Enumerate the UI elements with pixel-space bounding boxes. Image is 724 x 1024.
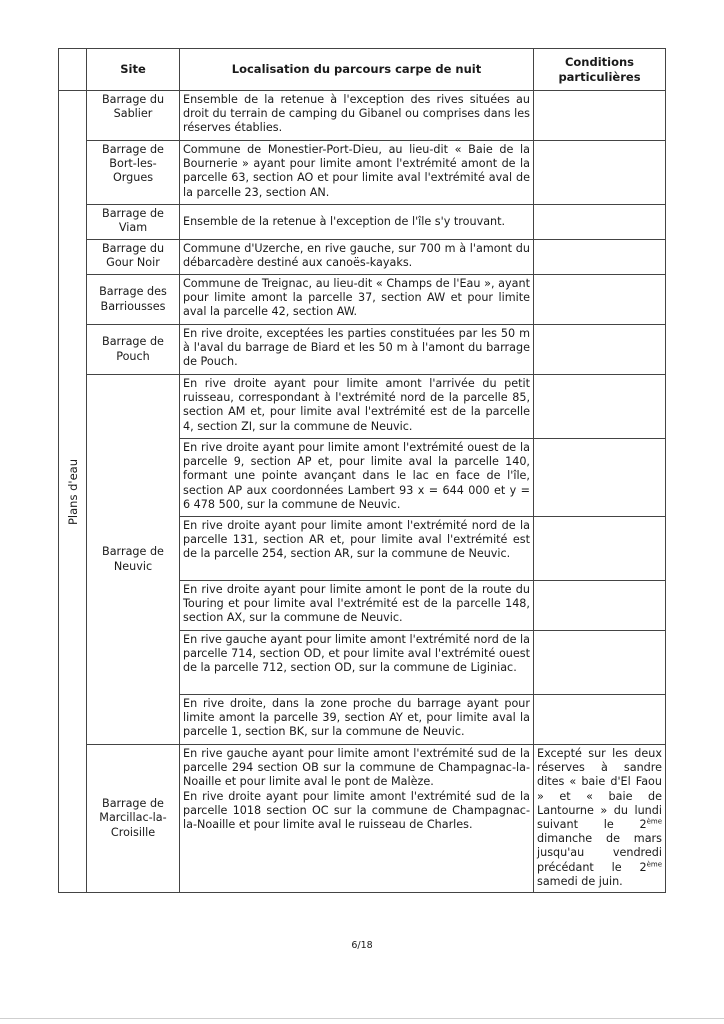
localisation-cell: En rive droite, dans la zone proche du barrage ayant pour limite amont la parcelle 39, section AY et, pour limite aval la parcelle 1, section BK, sur la commune de Neuvic. bbox=[180, 695, 534, 745]
page-number: 6/18 bbox=[351, 940, 373, 951]
site-cell: Barrage de Pouch bbox=[87, 325, 180, 375]
table-row bbox=[59, 240, 666, 275]
localisation-cell: En rive droite ayant pour limite amont l'extrémité nord de la parcelle 131, section AR et, pour limite aval l'extrémité est de la parcelle 254, section AR, sur la commune de Neuvic. bbox=[180, 517, 534, 581]
conditions-text: samedi de juin. bbox=[537, 874, 623, 888]
localisation-cell: En rive gauche ayant pour limite amont l'extrémité nord de la parcelle 714, section OD, et pour limite aval l'extrémité ouest de la parcelle 712, section OD, sur la commune de Liginiac. bbox=[180, 631, 534, 695]
header-localisation: Localisation du parcours carpe de nuit bbox=[180, 49, 534, 91]
conditions-cell bbox=[534, 240, 666, 275]
localisation-cell: Commune de Treignac, au lieu-dit « Champs de l'Eau », ayant pour limite amont la parcelle 37, section AW et pour limite aval la parcelle 42, section AW. bbox=[180, 275, 534, 325]
localisation-cell bbox=[180, 745, 534, 893]
table-row bbox=[59, 375, 666, 439]
table-row bbox=[59, 91, 666, 141]
carp-night-fishing-table bbox=[58, 48, 666, 893]
localisation-cell: En rive droite ayant pour limite amont l'arrivée du petit ruisseau, correspondant à l'extrémité nord de la parcelle 85, section AM et, pour limite aval l'extrémité est de la parcelle 4, section ZI, sur la commune de Neuvic. bbox=[180, 375, 534, 439]
site-cell: Barrage de Marcillac-la-Croisille bbox=[87, 745, 180, 893]
conditions-cell bbox=[534, 581, 666, 631]
site-cell: Barrage du Gour Noir bbox=[87, 240, 180, 275]
header-group bbox=[59, 49, 87, 91]
ordinal-suffix: ème bbox=[646, 817, 662, 826]
conditions-cell bbox=[534, 275, 666, 325]
site-cell: Barrage de Viam bbox=[87, 205, 180, 240]
group-cell bbox=[59, 91, 87, 893]
conditions-cell bbox=[534, 439, 666, 517]
conditions-cell bbox=[534, 695, 666, 745]
localisation-cell: Commune d'Uzerche, en rive gauche, sur 700 m à l'amont du débarcadère destiné aux canoës-kayaks. bbox=[180, 240, 534, 275]
table-row bbox=[59, 205, 666, 240]
site-cell: Barrage du Sablier bbox=[87, 91, 180, 141]
ordinal-suffix: ème bbox=[646, 859, 662, 868]
header-site: Site bbox=[87, 49, 180, 91]
conditions-text: dimanche de mars jusqu'au vendredi précédant le 2 bbox=[537, 832, 662, 874]
conditions-cell bbox=[534, 91, 666, 141]
table-row bbox=[59, 275, 666, 325]
localisation-cell: Ensemble de la retenue à l'exception des rives situées au droit du terrain de camping du Gibanel ou comprises dans les réserves établies. bbox=[180, 91, 534, 141]
table-row bbox=[59, 325, 666, 375]
conditions-cell bbox=[534, 375, 666, 439]
localisation-cell: Commune de Monestier-Port-Dieu, au lieu-dit « Baie de la Bournerie » ayant pour limite amont l'extrémité amont de la parcelle 63, section AO et pour limite aval l'extrémité aval de la parcelle 23, section AN. bbox=[180, 141, 534, 205]
conditions-text: Excepté sur les deux réserves à sandre dites « baie d'El Faou » et « baie de Lantourne » du lundi suivant le 2 bbox=[537, 747, 662, 832]
site-cell: Barrage de Neuvic bbox=[87, 375, 180, 745]
group-label: Plans d'eau bbox=[65, 458, 80, 525]
conditions-cell bbox=[534, 745, 666, 893]
site-cell: Barrage de Bort-les-Orgues bbox=[87, 141, 180, 205]
conditions-cell bbox=[534, 141, 666, 205]
table-row bbox=[59, 141, 666, 205]
localisation-cell: En rive droite ayant pour limite amont l'extrémité ouest de la parcelle 9, section AP et, pour limite aval la parcelle 140, formant une pointe avançant dans le lac en face de l'île, section AP aux coordonnées Lambert 93 x = 644 000 et y = 6 478 500, sur la commune de Neuvic. bbox=[180, 439, 534, 517]
header-conditions: Conditions particulières bbox=[534, 49, 666, 91]
footer-divider bbox=[0, 1018, 724, 1019]
conditions-cell bbox=[534, 325, 666, 375]
conditions-cell bbox=[534, 517, 666, 581]
localisation-cell: Ensemble de la retenue à l'exception de l'île s'y trouvant. bbox=[180, 205, 534, 240]
localisation-paragraph: En rive droite ayant pour limite amont l'extrémité sud de la parcelle 1018 section OC sur la commune de Champagnac-la-Noaille et pour limite aval le ruisseau de Charles. bbox=[183, 789, 530, 832]
localisation-cell: En rive droite, exceptées les parties constituées par les 50 m à l'aval du barrage de Biard et les 50 m à l'amont du barrage de Pouch. bbox=[180, 325, 534, 375]
conditions-cell bbox=[534, 631, 666, 695]
table-header-row bbox=[59, 49, 666, 91]
site-cell: Barrage des Barriousses bbox=[87, 275, 180, 325]
table-row bbox=[59, 745, 666, 893]
localisation-cell: En rive droite ayant pour limite amont le pont de la route du Touring et pour limite aval l'extrémité est de la parcelle 148, section AX, sur la commune de Neuvic. bbox=[180, 581, 534, 631]
conditions-cell bbox=[534, 205, 666, 240]
localisation-paragraph: En rive gauche ayant pour limite amont l'extrémité sud de la parcelle 294 section OB sur la commune de Champagnac-la-Noaille et pour limite aval le pont de Malèze. bbox=[183, 747, 530, 789]
